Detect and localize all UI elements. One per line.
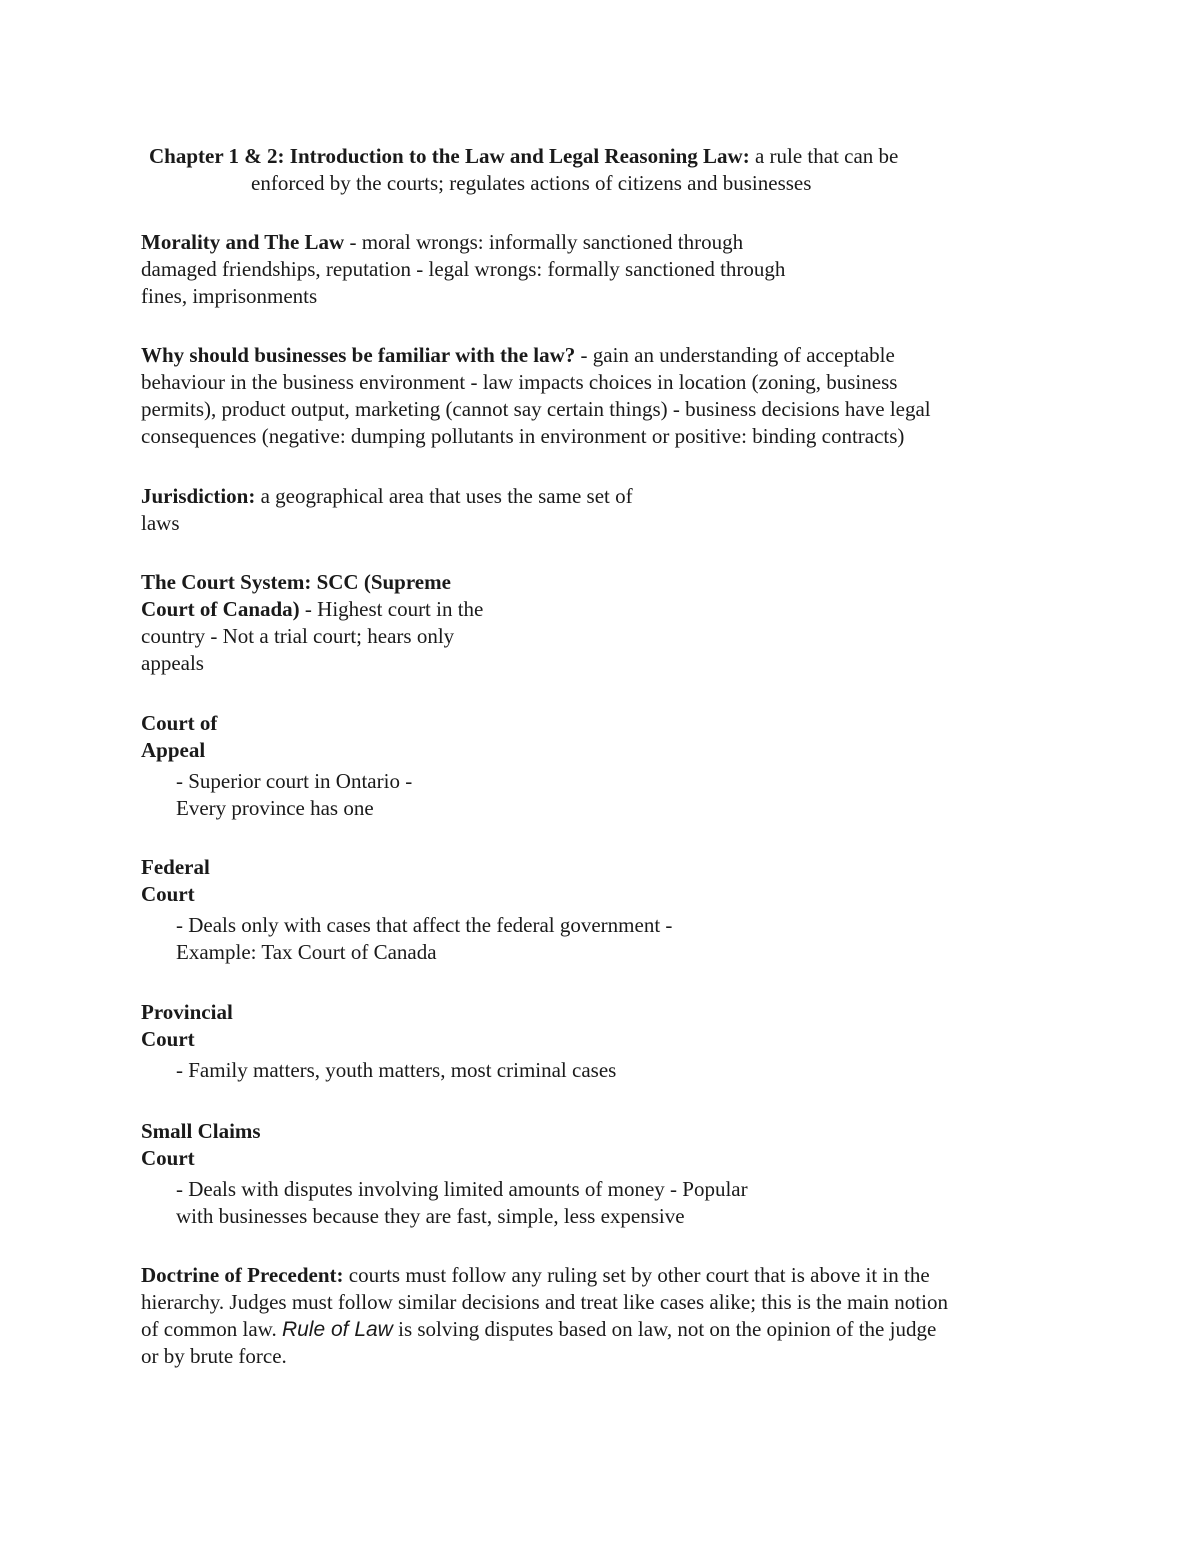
why-businesses-text-4: consequences (negative: dumping pollutants in environment or positive: binding contracts) <box>141 424 905 448</box>
court-system-text-2: country - Not a trial court; hears only <box>141 624 455 648</box>
provincial-court-block <box>141 999 616 1084</box>
morality-text-2: damaged friendships, reputation - legal wrongs: formally sanctioned through <box>141 257 786 281</box>
precedent-text-3b: is solving disputes based on law, not on the opinion of the judge <box>392 1317 937 1341</box>
court-of-appeal-block <box>141 710 412 822</box>
court-of-appeal-heading-2: Appeal <box>141 738 206 762</box>
small-claims-block <box>141 1118 748 1230</box>
federal-court-text: - Deals only with cases that affect the federal government - <box>176 913 673 937</box>
rule-of-law-term: Rule of Law <box>281 1318 393 1341</box>
provincial-court-heading-2: Court <box>141 1027 195 1051</box>
why-businesses-text: - gain an understanding of acceptable <box>575 343 895 367</box>
court-system-block <box>141 569 483 677</box>
jurisdiction-term: Jurisdiction: <box>141 484 256 508</box>
court-system-term-2: Court of Canada) <box>141 597 300 621</box>
provincial-court-heading: Provincial <box>141 1000 233 1024</box>
court-of-appeal-text: - Superior court in Ontario - <box>176 769 413 793</box>
small-claims-heading-2: Court <box>141 1146 195 1170</box>
small-claims-text-2: with businesses because they are fast, simple, less expensive <box>176 1204 685 1228</box>
morality-text-3: fines, imprisonments <box>141 284 318 308</box>
chapter-heading: Chapter 1 & 2: Introduction to the Law and Legal Reasoning <box>149 144 698 168</box>
why-businesses-text-3: permits), product output, marketing (cannot say certain things) - business decisions have legal <box>141 397 931 421</box>
title-block <box>149 143 898 197</box>
precedent-text-4: or by brute force. <box>141 1344 287 1368</box>
jurisdiction-text-2: laws <box>141 511 180 535</box>
court-of-appeal-text-2: Every province has one <box>176 796 374 820</box>
precedent-text-2: hierarchy. Judges must follow similar decisions and treat like cases alike; this is the main notion <box>141 1290 948 1314</box>
small-claims-text: - Deals with disputes involving limited amounts of money - Popular <box>176 1177 748 1201</box>
why-businesses-text-2: behaviour in the business environment - law impacts choices in location (zoning, business <box>141 370 898 394</box>
law-definition: a rule that can be <box>749 144 899 168</box>
federal-court-heading-2: Court <box>141 882 195 906</box>
precedent-text-3a: of common law. <box>141 1317 282 1341</box>
federal-court-block <box>141 854 672 966</box>
court-of-appeal-heading: Court of <box>141 711 218 735</box>
law-term: Law: <box>703 144 750 168</box>
why-businesses-block <box>141 342 931 450</box>
provincial-court-text: - Family matters, youth matters, most criminal cases <box>176 1058 617 1082</box>
court-system-text: - Highest court in the <box>299 597 484 621</box>
federal-court-heading: Federal <box>141 855 210 879</box>
precedent-term: Doctrine of Precedent: <box>141 1263 344 1287</box>
jurisdiction-text: a geographical area that uses the same set of <box>255 484 633 508</box>
federal-court-text-2: Example: Tax Court of Canada <box>176 940 437 964</box>
court-system-text-3: appeals <box>141 651 204 675</box>
morality-term: Morality and The Law <box>141 230 345 254</box>
court-system-term: The Court System: SCC (Supreme <box>141 570 451 594</box>
why-businesses-term: Why should businesses be familiar with the law? <box>141 343 576 367</box>
small-claims-heading: Small Claims <box>141 1119 261 1143</box>
morality-text: - moral wrongs: informally sanctioned through <box>344 230 744 254</box>
precedent-block <box>141 1262 948 1370</box>
precedent-text: courts must follow any ruling set by other court that is above it in the <box>343 1263 930 1287</box>
jurisdiction-block <box>141 483 633 537</box>
law-definition-cont: enforced by the courts; regulates actions of citizens and businesses <box>251 171 812 195</box>
morality-block <box>141 229 785 310</box>
